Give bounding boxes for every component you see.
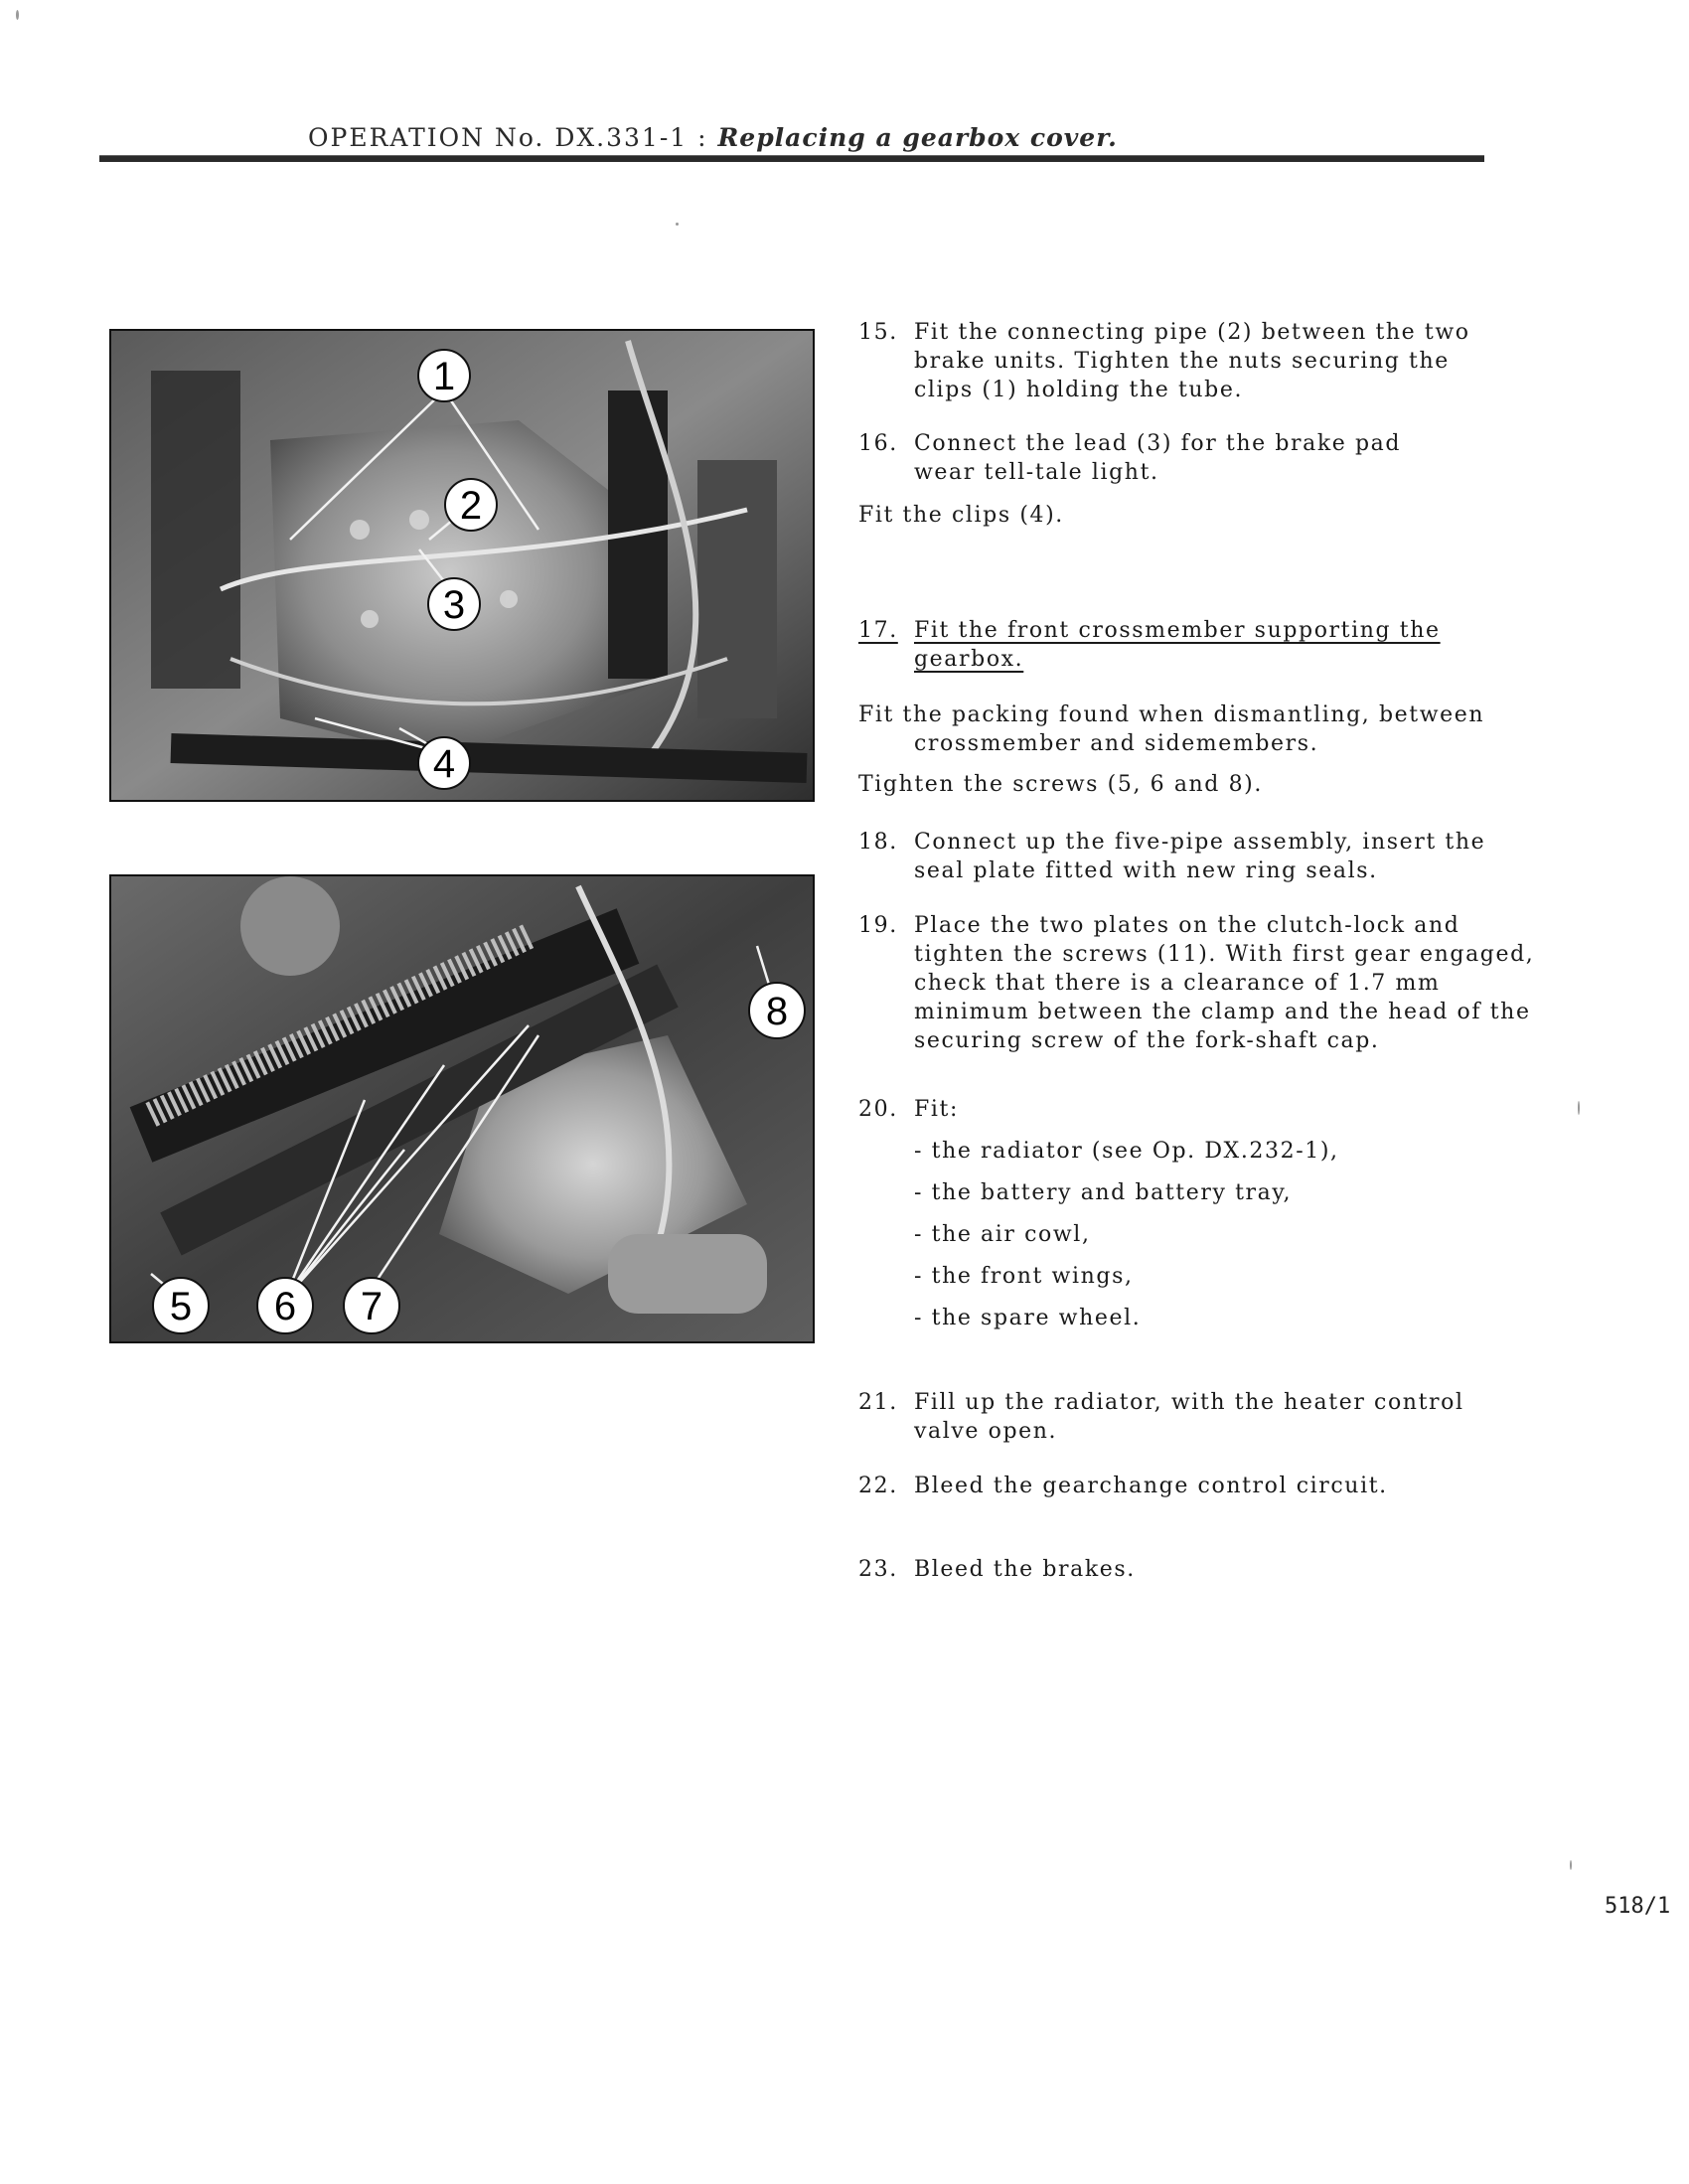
note-text: Fit the packing found when dismantling, between crossmember and sidemembers. bbox=[858, 702, 1485, 756]
callout-5-label: 5 bbox=[169, 1285, 193, 1328]
step-15 bbox=[858, 318, 1574, 404]
step-number: 15. bbox=[858, 320, 898, 345]
callout-2-label: 2 bbox=[459, 484, 483, 528]
step-18 bbox=[858, 828, 1574, 885]
step-number: 16. bbox=[858, 431, 898, 456]
step-17-note-screws bbox=[858, 770, 1574, 799]
photo-gearbox-bottom bbox=[109, 874, 815, 1343]
fit-item-air-cowl: - the air cowl, bbox=[914, 1222, 1091, 1247]
step-text: Bleed the gearchange control circuit. bbox=[914, 1474, 1388, 1498]
step-number: 18. bbox=[858, 830, 898, 855]
callout-4-label: 4 bbox=[432, 742, 456, 786]
fit-item-battery: - the battery and battery tray, bbox=[914, 1180, 1293, 1205]
step-22 bbox=[858, 1472, 1574, 1500]
callout-4 bbox=[418, 737, 470, 789]
operation-number: OPERATION No. DX.331-1 : bbox=[308, 123, 708, 152]
scan-speck bbox=[676, 223, 679, 226]
step-number: 23. bbox=[858, 1557, 898, 1582]
callout-5 bbox=[153, 1278, 209, 1333]
header-rule bbox=[99, 155, 1484, 162]
step-number: 21. bbox=[858, 1390, 898, 1415]
operation-title: Replacing a gearbox cover. bbox=[717, 123, 1118, 152]
step-text: Connect up the five-pipe assembly, insert the seal plate fitted with new ring seals. bbox=[914, 830, 1486, 883]
note-text: Fit the clips (4). bbox=[858, 503, 1064, 528]
step-23 bbox=[858, 1555, 1574, 1584]
step-19 bbox=[858, 911, 1574, 1055]
fit-item-front-wings: - the front wings, bbox=[914, 1264, 1134, 1289]
step-number: 17. bbox=[858, 618, 898, 643]
callout-6-label: 6 bbox=[273, 1285, 297, 1328]
photo-gearbox-top bbox=[109, 329, 815, 802]
callout-8 bbox=[749, 983, 805, 1038]
step-17-note-packing bbox=[858, 701, 1574, 758]
callout-3 bbox=[428, 578, 480, 630]
step-text: Connect the lead (3) for the brake pad wear tell-tale light. bbox=[914, 431, 1402, 485]
callout-3-label: 3 bbox=[442, 583, 466, 627]
step-text: Fit: bbox=[914, 1097, 959, 1122]
callout-1 bbox=[418, 350, 470, 401]
page-header bbox=[308, 123, 1118, 152]
callout-7 bbox=[344, 1278, 399, 1333]
page-code: 518/1 bbox=[1605, 1894, 1671, 1919]
step-text: Fit the connecting pipe (2) between the two brake units. Tighten the nuts securing the clips (1) holding the tube. bbox=[914, 320, 1470, 402]
callout-8-label: 8 bbox=[765, 990, 789, 1033]
step-17 bbox=[858, 616, 1574, 674]
step-number: 20. bbox=[858, 1097, 898, 1122]
photo-gearbox-bottom-image bbox=[111, 876, 813, 1341]
step-20 bbox=[858, 1095, 1574, 1124]
callout-2 bbox=[445, 479, 497, 531]
note-text: Tighten the screws (5, 6 and 8). bbox=[858, 772, 1263, 797]
scan-speck bbox=[1578, 1101, 1580, 1115]
step-text: Fill up the radiator, with the heater control valve open. bbox=[914, 1390, 1464, 1444]
step-number: 22. bbox=[858, 1474, 898, 1498]
scan-speck bbox=[16, 10, 19, 20]
step-21 bbox=[858, 1388, 1574, 1446]
step-text: Fit the front crossmember supporting the gearbox. bbox=[914, 618, 1441, 672]
callout-7-label: 7 bbox=[360, 1285, 384, 1328]
scan-speck bbox=[1570, 1860, 1572, 1870]
callout-6 bbox=[257, 1278, 313, 1333]
step-16-note bbox=[858, 501, 1574, 530]
callout-1-label: 1 bbox=[432, 355, 456, 398]
step-16 bbox=[858, 429, 1574, 487]
fit-item-radiator: - the radiator (see Op. DX.232-1), bbox=[914, 1139, 1339, 1164]
step-text: Place the two plates on the clutch-lock and tighten the screws (11). With first gear engaged, check that there is a clearance of 1.7 mm minimum between the clamp and the head of the securing screw of the fork-shaft cap. bbox=[914, 913, 1535, 1053]
fit-item-spare-wheel: - the spare wheel. bbox=[914, 1306, 1142, 1330]
step-number: 19. bbox=[858, 913, 898, 938]
photo-gearbox-top-image bbox=[111, 331, 813, 800]
step-text: Bleed the brakes. bbox=[914, 1557, 1136, 1582]
